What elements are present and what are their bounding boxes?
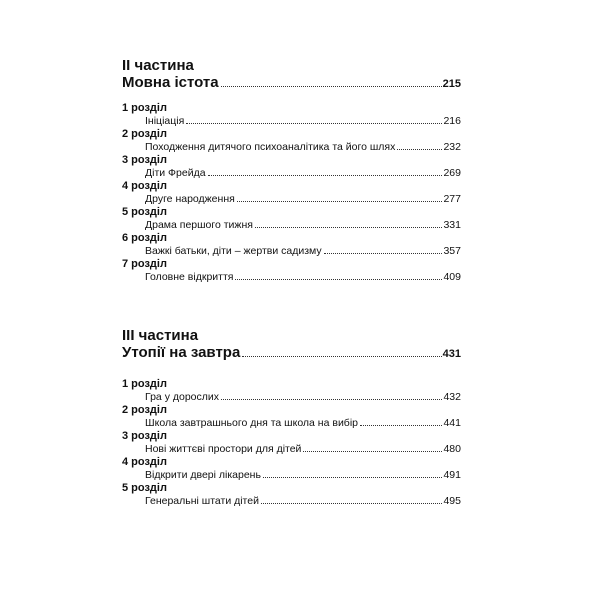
- page-number: 277: [443, 193, 461, 205]
- chapter-entry: [145, 495, 461, 508]
- part-title: Мовна істота: [122, 74, 219, 91]
- page-number: 216: [443, 115, 461, 127]
- chapter-entry: [145, 115, 461, 128]
- dot-leader: [261, 502, 443, 504]
- dot-leader: [303, 450, 442, 452]
- page-number: 495: [443, 495, 461, 507]
- chapter-entry: [145, 443, 461, 456]
- dot-leader: [324, 252, 443, 254]
- list-item: [122, 456, 461, 482]
- chapter-entry: [145, 245, 461, 258]
- page-number: 480: [443, 443, 461, 455]
- chapter-entry: [145, 469, 461, 482]
- list-item: [122, 404, 461, 430]
- dot-leader: [237, 200, 443, 202]
- dot-leader: [235, 278, 442, 280]
- part-title: Утопії на завтра: [122, 344, 241, 361]
- chapter-label: 3 розділ: [122, 430, 167, 442]
- chapter-entry: [145, 271, 461, 284]
- list-item: [122, 232, 461, 258]
- chapter-entry: [145, 141, 461, 154]
- chapter-entry: [145, 391, 461, 404]
- dot-leader: [397, 148, 442, 150]
- page-number: 491: [443, 469, 461, 481]
- part-title-row: [122, 344, 461, 363]
- list-item: [122, 430, 461, 456]
- list-item: [122, 180, 461, 206]
- list-item: [122, 482, 461, 508]
- chapter-entry: [145, 417, 461, 430]
- chapter-label: 2 розділ: [122, 128, 167, 140]
- chapter-label: 4 розділ: [122, 180, 167, 192]
- chapter-entry: [145, 219, 461, 232]
- chapter-title: Драма першого тижня: [145, 219, 253, 231]
- page-number: 232: [443, 141, 461, 153]
- list-item: [122, 128, 461, 154]
- dot-leader: [360, 424, 442, 426]
- page-number: 432: [443, 391, 461, 403]
- chapter-title: Нові життєві простори для дітей: [145, 443, 302, 455]
- dot-leader: [221, 85, 442, 87]
- page-number: 409: [443, 271, 461, 283]
- dot-leader: [221, 398, 442, 400]
- chapter-label: 4 розділ: [122, 456, 167, 468]
- chapter-title: Відкрити двері лікарень: [145, 469, 261, 481]
- part-3-chapter-list: [122, 378, 461, 508]
- dot-leader: [242, 355, 441, 357]
- dot-leader: [186, 122, 442, 124]
- part-label: ІІІ частина: [122, 327, 199, 344]
- chapter-label: 5 розділ: [122, 206, 167, 218]
- chapter-label: 1 розділ: [122, 378, 167, 390]
- part-title-row: [122, 74, 461, 93]
- page-number: 331: [443, 219, 461, 231]
- chapter-label: 6 розділ: [122, 232, 167, 244]
- chapter-title: Діти Фрейда: [145, 167, 206, 179]
- list-item: [122, 378, 461, 404]
- chapter-title: Важкі батьки, діти – жертви садизму: [145, 245, 322, 257]
- part-3-heading: [122, 327, 461, 363]
- dot-leader: [255, 226, 443, 228]
- chapter-label: 3 розділ: [122, 154, 167, 166]
- chapter-label: 2 розділ: [122, 404, 167, 416]
- list-item: [122, 206, 461, 232]
- part-label: ІІ частина: [122, 57, 194, 74]
- list-item: [122, 102, 461, 128]
- part-2-heading: [122, 57, 461, 93]
- chapter-entry: [145, 193, 461, 206]
- chapter-entry: [145, 167, 461, 180]
- page-number: 441: [443, 417, 461, 429]
- dot-leader: [208, 174, 443, 176]
- chapter-title: Генеральні штати дітей: [145, 495, 259, 507]
- chapter-title: Походження дитячого психоаналітика та його шлях: [145, 141, 396, 153]
- page-number: 269: [443, 167, 461, 179]
- chapter-title: Школа завтрашнього дня та школа на вибір: [145, 417, 358, 429]
- chapter-label: 7 розділ: [122, 258, 167, 270]
- page-number: 357: [443, 245, 461, 257]
- page-number: 431: [442, 348, 461, 360]
- part-2-chapter-list: [122, 102, 461, 284]
- chapter-title: Друге народження: [145, 193, 235, 205]
- chapter-label: 1 розділ: [122, 102, 167, 114]
- page-number: 215: [442, 78, 461, 90]
- list-item: [122, 258, 461, 284]
- dot-leader: [263, 476, 443, 478]
- chapter-title: Ініціація: [145, 115, 185, 127]
- list-item: [122, 154, 461, 180]
- chapter-title: Головне відкриття: [145, 271, 234, 283]
- chapter-label: 5 розділ: [122, 482, 167, 494]
- chapter-title: Гра у дорослих: [145, 391, 219, 403]
